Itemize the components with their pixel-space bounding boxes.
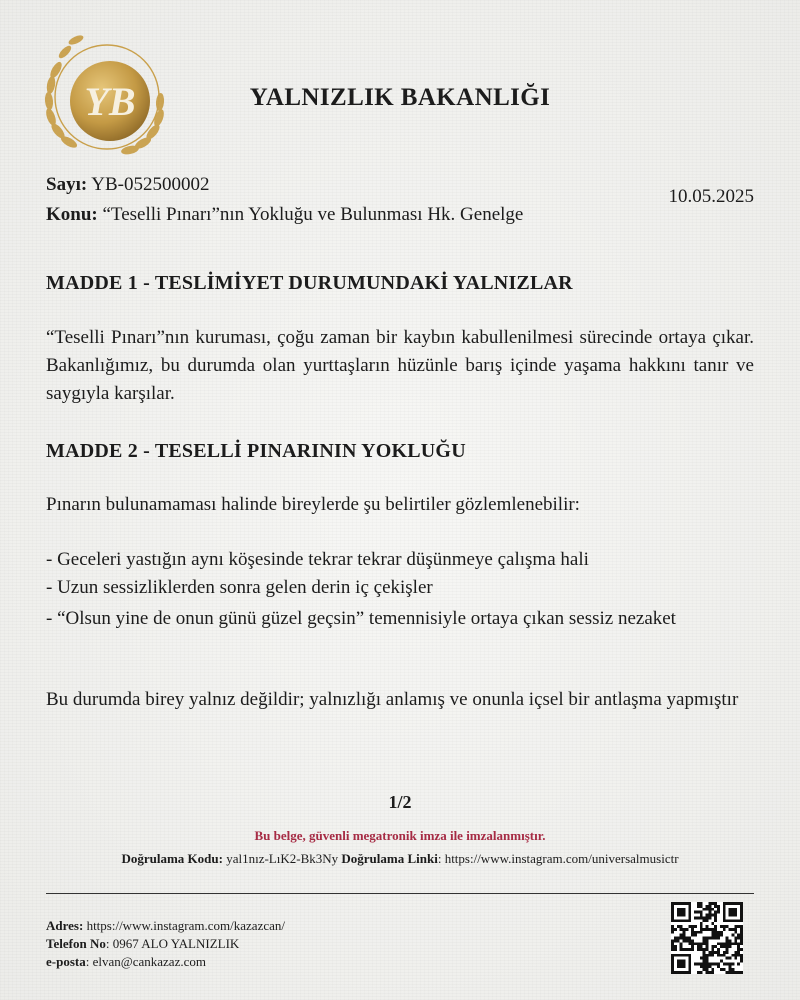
contact-phone: Telefon No: 0967 ALO YALNIZLIK [46,936,240,951]
signature-note: Bu belge, güvenli megatronik imza ile imzalanmıştır. [254,828,546,843]
ministry-title: YALNIZLIK BAKANLIĞI [249,84,551,111]
article-2-intro: Pınarın bulunamaması halinde bireylerde şu belirtiler gözlemlenebilir: [46,494,580,515]
contact-email: e-posta: elvan@cankazaz.com [46,954,206,969]
logo-monogram: YB [84,79,136,124]
contact-address [46,918,285,934]
symptom-list-item: - “Olsun yine de onun günü güzel geçsin” temennisiyle ortaya çıkan sessiz nezaket [46,608,676,629]
document-number-label: Sayı: [46,174,88,195]
footer-divider [46,893,754,894]
phone-label: Telefon No [46,936,106,951]
article-1-paragraph: “Teselli Pınarı”nın kuruması, çoğu zaman bir kaybın kabullenilmesi sürecinde ortaya çıkar. Bakanlığımız, bu durumda olan yurttaşların hüzünle barış içinde yaşama hakkını tanır ve saygıyla karşılar. [46,327,754,404]
article-2-conclusion: Bu durumda birey yalnız değildir; yalnızlığı anlamış ve onunla içsel bir antlaşma yapmıştır [46,689,739,710]
verification-line: Doğrulama Kodu: yal1nız-LıK2-Bk3Ny Doğrulama Linki: https://www.instagram.com/universalmusictr [121,851,679,866]
email-address[interactable]: elvan@cankazaz.com [92,954,206,969]
phone-number: 0967 ALO YALNIZLIK [112,936,240,951]
verification-link[interactable]: https://www.instagram.com/universalmusictr [444,851,679,866]
qr-code-icon[interactable] [671,902,743,974]
verification-code: yal1nız-LıK2-Bk3Ny [226,851,339,866]
symptom-list-item: - Uzun sessizliklerden sonra gelen derin iç çekişler [46,577,433,598]
document-subject-label: Konu: [46,204,98,225]
article-2-heading: MADDE 2 - TESELLİ PINARININ YOKLUĞU [46,440,466,462]
document-number-line [46,174,209,196]
article-1-heading: MADDE 1 - TESLİMİYET DURUMUNDAKİ YALNIZLAR [46,272,573,294]
email-label: e-posta [46,954,86,969]
symptom-list-item: - Geceleri yastığın aynı köşesinde tekrar tekrar düşünmeye çalışma hali [46,549,589,570]
document-subject-value: “Teselli Pınarı”nın Yokluğu ve Bulunması Hk. Genelge [102,204,524,225]
page-number: 1/2 [388,792,412,812]
address-link[interactable]: https://www.instagram.com/kazazcan/ [86,918,285,933]
verification-code-label: Doğrulama Kodu: [121,851,223,866]
document-number-value: YB-052500002 [91,174,210,195]
document-subject-line [46,204,523,226]
verification-link-label: Doğrulama Linki [341,851,438,866]
document-date: 10.05.2025 [668,186,754,207]
address-label: Adres: [46,918,84,933]
